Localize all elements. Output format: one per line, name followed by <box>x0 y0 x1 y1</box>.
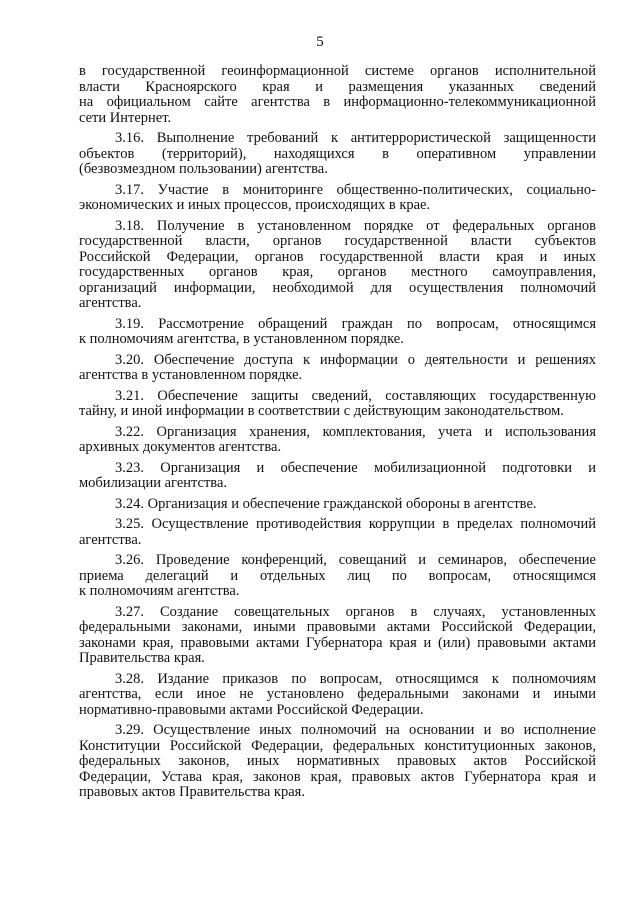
text-line: Федерации, Устава края, законов края, правовых актов Губернатора края и <box>79 768 596 785</box>
text-line: государственной власти, органов государственной власти субъектов <box>79 233 596 249</box>
text-line: 3.23. Организация и обеспечение мобилизационной подготовки и <box>115 459 596 476</box>
paragraph-3-29 <box>79 723 596 801</box>
text-line: 3.20. Обеспечение доступа к информации о деятельности и решениях <box>115 351 596 368</box>
paragraph-intro <box>79 64 596 126</box>
text-line: нормативно-правовыми актами Российской Федерации. <box>79 701 424 718</box>
text-line: 3.29. Осуществление иных полномочий на основании и во исполнение <box>115 722 596 738</box>
paragraph-3-19 <box>79 317 596 348</box>
text-line: 3.25. Осуществление противодействия коррупции в пределах полномочий <box>115 516 596 532</box>
text-line: 3.27. Создание совещательных органов в случаях, установленных <box>115 603 596 620</box>
paragraph-3-18 <box>79 219 596 312</box>
text-line: власти Красноярского края и размещения указанных сведений <box>79 78 596 95</box>
text-line: сети Интернет. <box>79 109 172 126</box>
text-line: агентства. <box>79 295 142 311</box>
text-line: 3.18. Получение в установленном порядке от федеральных органов <box>115 217 596 234</box>
text-line: приема делегаций и отдельных лиц по вопросам, относящимся <box>79 567 596 584</box>
text-line: агентства в установленном порядке. <box>79 367 303 383</box>
text-line: государственных органов края, органов местного самоуправления, <box>79 264 596 280</box>
text-line: в государственной геоинформационной системе органов исполнительной <box>79 63 596 79</box>
text-line: Правительства края. <box>79 650 205 666</box>
text-line: агентства. <box>79 531 142 548</box>
paragraph-3-25 <box>79 517 596 548</box>
text-line: архивных документов агентства. <box>79 439 282 455</box>
paragraph-3-28 <box>79 672 596 719</box>
paragraph-3-27 <box>79 605 596 667</box>
paragraph-3-22 <box>79 425 596 456</box>
text-line: экономических и иных процессов, происходящих в крае. <box>79 197 431 213</box>
paragraph-3-21 <box>79 389 596 420</box>
text-line: федеральными законами, иными правовыми актами Российской Федерации, <box>79 619 596 635</box>
text-line: Конституции Российской Федерации, федеральных конституционных законов, <box>79 737 596 754</box>
text-line: 3.16. Выполнение требований к антитеррористической защищенности <box>115 130 596 146</box>
text-line: 3.22. Организация хранения, комплектования, учета и использования <box>115 423 596 440</box>
paragraph-3-20 <box>79 353 596 384</box>
text-line: 3.17. Участие в мониторинге общественно-политических, социально- <box>115 181 596 198</box>
paragraph-3-24 <box>79 497 596 513</box>
paragraph-3-26 <box>79 553 596 600</box>
text-line: на официальном сайте агентства в информационно-телекоммуникационной <box>79 94 596 110</box>
text-line: 3.19. Рассмотрение обращений граждан по вопросам, относящимся <box>115 315 596 332</box>
text-line: 3.21. Обеспечение защиты сведений, составляющих государственную <box>115 387 596 404</box>
paragraph-3-23 <box>79 461 596 492</box>
text-line: 3.28. Издание приказов по вопросам, относящимся к полномочиям <box>115 670 596 687</box>
document-body <box>79 64 596 801</box>
text-line: 3.26. Проведение конференций, совещаний и семинаров, обеспечение <box>115 552 596 568</box>
text-line: объектов (территорий), находящихся в оперативном управлении <box>79 145 596 162</box>
paragraph-3-17 <box>79 183 596 214</box>
text-line: (безвозмездном пользовании) агентства. <box>79 161 328 177</box>
text-line: 3.24. Организация и обеспечение гражданской обороны в агентстве. <box>115 495 537 512</box>
text-line: тайну, и иной информации в соответствии с действующим законодательством. <box>79 403 564 419</box>
text-line: к полномочиям агентства. <box>79 583 240 599</box>
text-line: к полномочиям агентства, в установленном порядке. <box>79 331 404 347</box>
text-line: организаций информации, необходимой для осуществления полномочий <box>79 279 596 296</box>
text-line: мобилизации агентства. <box>79 475 228 491</box>
paragraph-3-16 <box>79 131 596 178</box>
text-line: агентства, если иное не установлено федеральными законами и иными <box>79 686 596 702</box>
text-line: законами края, правовыми актами Губернатора края и (или) правовыми актами <box>79 634 596 651</box>
page-number: 5 <box>316 34 324 50</box>
text-line: Российской Федерации, органов государственной власти края и иных <box>79 248 596 265</box>
text-line: правовых актов Правительства края. <box>79 784 305 800</box>
text-line: федеральных законов, иных нормативных правовых актов Российской <box>79 753 596 769</box>
